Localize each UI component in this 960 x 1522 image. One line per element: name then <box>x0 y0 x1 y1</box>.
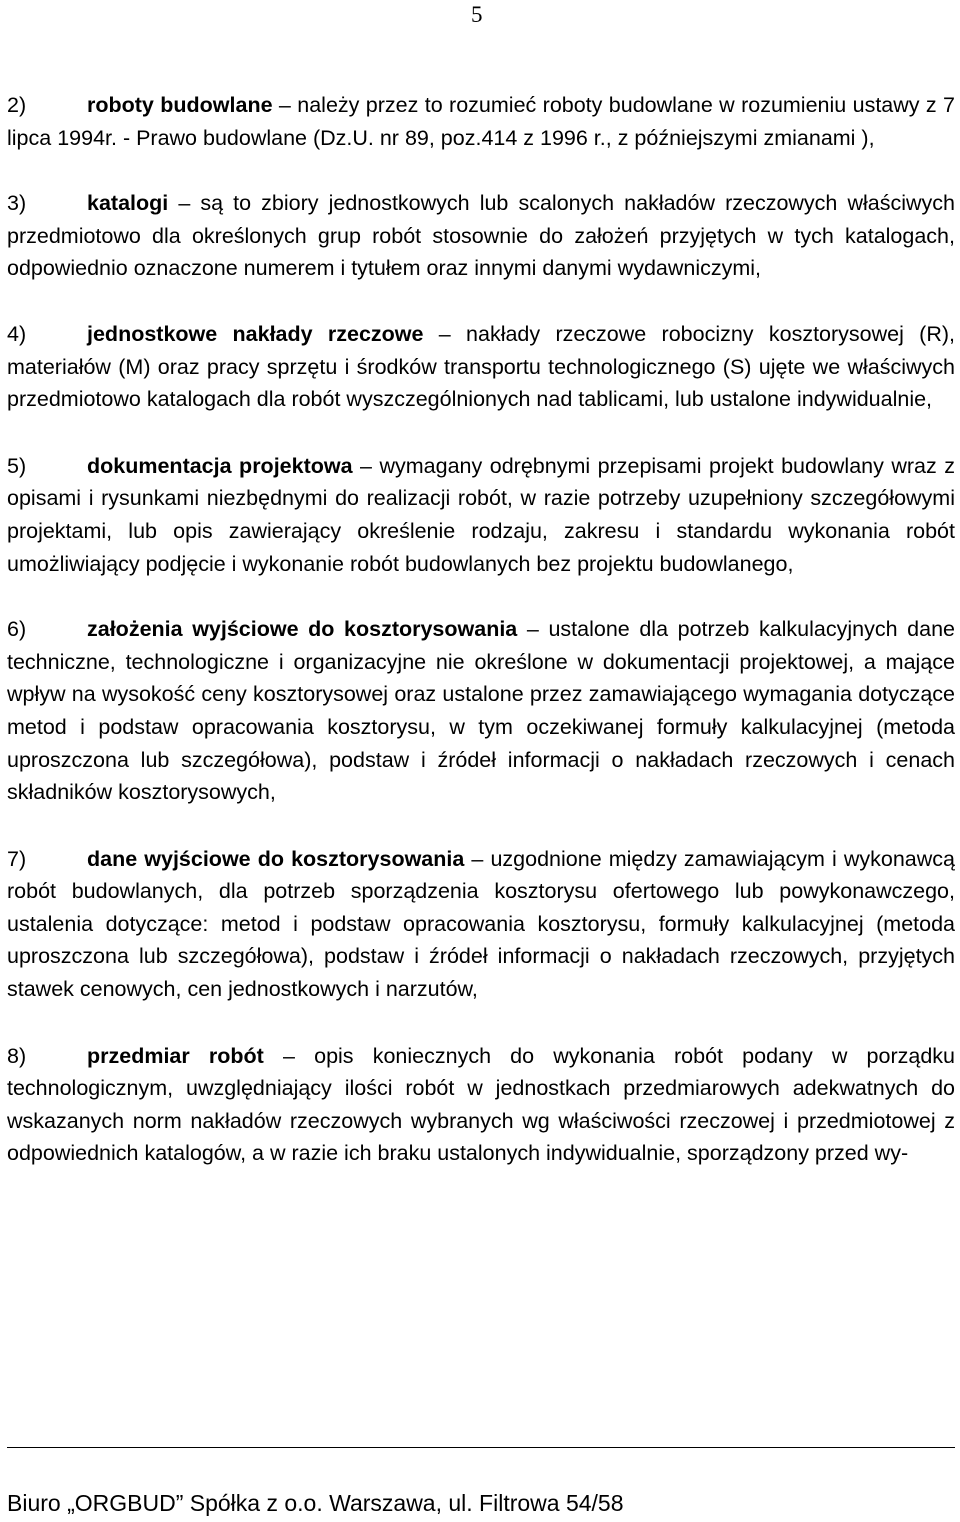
definition-item-7 <box>7 843 955 1006</box>
item-term: dane wyjściowe do kosztorysowania <box>87 846 465 871</box>
document-body <box>7 89 955 1204</box>
item-text: – uzgodnione między zamawiającym i wykonawcą robót budowlanych, dla potrzeb sporządzenia kosztorysu ofertowego lub powykonawczego, ustalenia dotyczące: metod i podstaw opracowania kosztorysu, formuły kalkulacyjnej (metoda uproszczona lub szczegółowa), podstaw i źródeł informacji o nakładach rzeczowych, przyjętych stawek cenowych, cen jednostkowych i narzutów, <box>7 846 955 1002</box>
definition-item-8 <box>7 1040 955 1170</box>
definition-item-6 <box>7 613 955 809</box>
definition-item-4 <box>7 318 955 416</box>
item-text: – są to zbiory jednostkowych lub scalonych nakładów rzeczowych właściwych przedmiotowo dla określonych grup robót stosownie do założeń przyjętych w tych katalogach, odpowiednio oznaczone numerem i tytułem oraz innymi danymi wydawniczymi, <box>7 191 955 281</box>
item-term: założenia wyjściowe do kosztorysowania <box>87 617 518 642</box>
item-text: – należy przez to rozumieć roboty budowlane w rozumieniu ustawy z 7 lipca 1994r. - Prawo budowlane (Dz.U. nr 89, poz.414 z 1996 r., z późniejszymi zmianami ), <box>7 93 955 150</box>
item-text: – ustalone dla potrzeb kalkulacyjnych dane techniczne, technologiczne i organizacyjne nie określone w dokumentacji projektowej, a mające wpływ na wysokość ceny kosztorysowej oraz ustalone przez zamawiającego wymagania dotyczące metod i podstaw opracowania kosztorysu, w tym oczekiwanej formuły kalkulacyjnej (metoda uproszczona lub szczegółowa), podstaw i źródeł informacji o nakładach rzeczowych i cenach składników kosztorysowych, <box>7 617 955 805</box>
item-text: – wymagany odrębnymi przepisami projekt budowlany wraz z opisami i rysunkami niezbędnymi do realizacji robót, w razie potrzeby uzupełniony szczegółowymi projektami, lub opis zawierający określenie rodzaju, zakresu i standardu wykonania robót umożliwiający podjęcie i wykonanie robót budowlanych bez projektu budowlanego, <box>7 453 955 576</box>
definition-item-2 <box>7 89 955 154</box>
item-number: 5) <box>7 453 27 478</box>
item-number: 6) <box>7 617 27 642</box>
footer-text: Biuro „ORGBUD” Spółka z o.o. Warszawa, ul. Filtrowa 54/58 <box>7 1490 624 1516</box>
item-number: 2) <box>7 93 27 117</box>
item-text: – nakłady rzeczowe robocizny kosztorysowej (R), materiałów (M) oraz pracy sprzętu i środków transportu technologicznego (S) ujęte we właściwych przedmiotowo katalogach dla robót wyszczególnionych nad tablicami, lub ustalone indywidualnie, <box>7 321 955 412</box>
item-term: przedmiar robót <box>87 1043 264 1068</box>
item-number: 3) <box>7 191 27 216</box>
item-term: dokumentacja projektowa <box>87 453 353 478</box>
definition-item-5 <box>7 450 955 580</box>
item-number: 8) <box>7 1043 27 1068</box>
footer-divider <box>7 1447 955 1448</box>
item-text: – opis koniecznych do wykonania robót podany w porządku technologicznym, uwzględniający ilości robót w jednostkach przedmiarowych adekwatnych do wskazanych norm nakładów rzeczowych wybranych wg właściwości rzeczowej i przedmiotowej z odpowiednich katalogów, a w razie ich braku ustalonych indywidualnie, sporządzony przed wy- <box>7 1043 955 1166</box>
page-number: 5 <box>471 2 483 27</box>
item-number: 7) <box>7 846 27 871</box>
item-term: roboty budowlane <box>87 93 273 117</box>
item-number: 4) <box>7 321 27 346</box>
item-term: jednostkowe nakłady rzeczowe <box>87 321 424 346</box>
definition-item-3 <box>7 187 955 285</box>
item-term: katalogi <box>87 191 169 216</box>
